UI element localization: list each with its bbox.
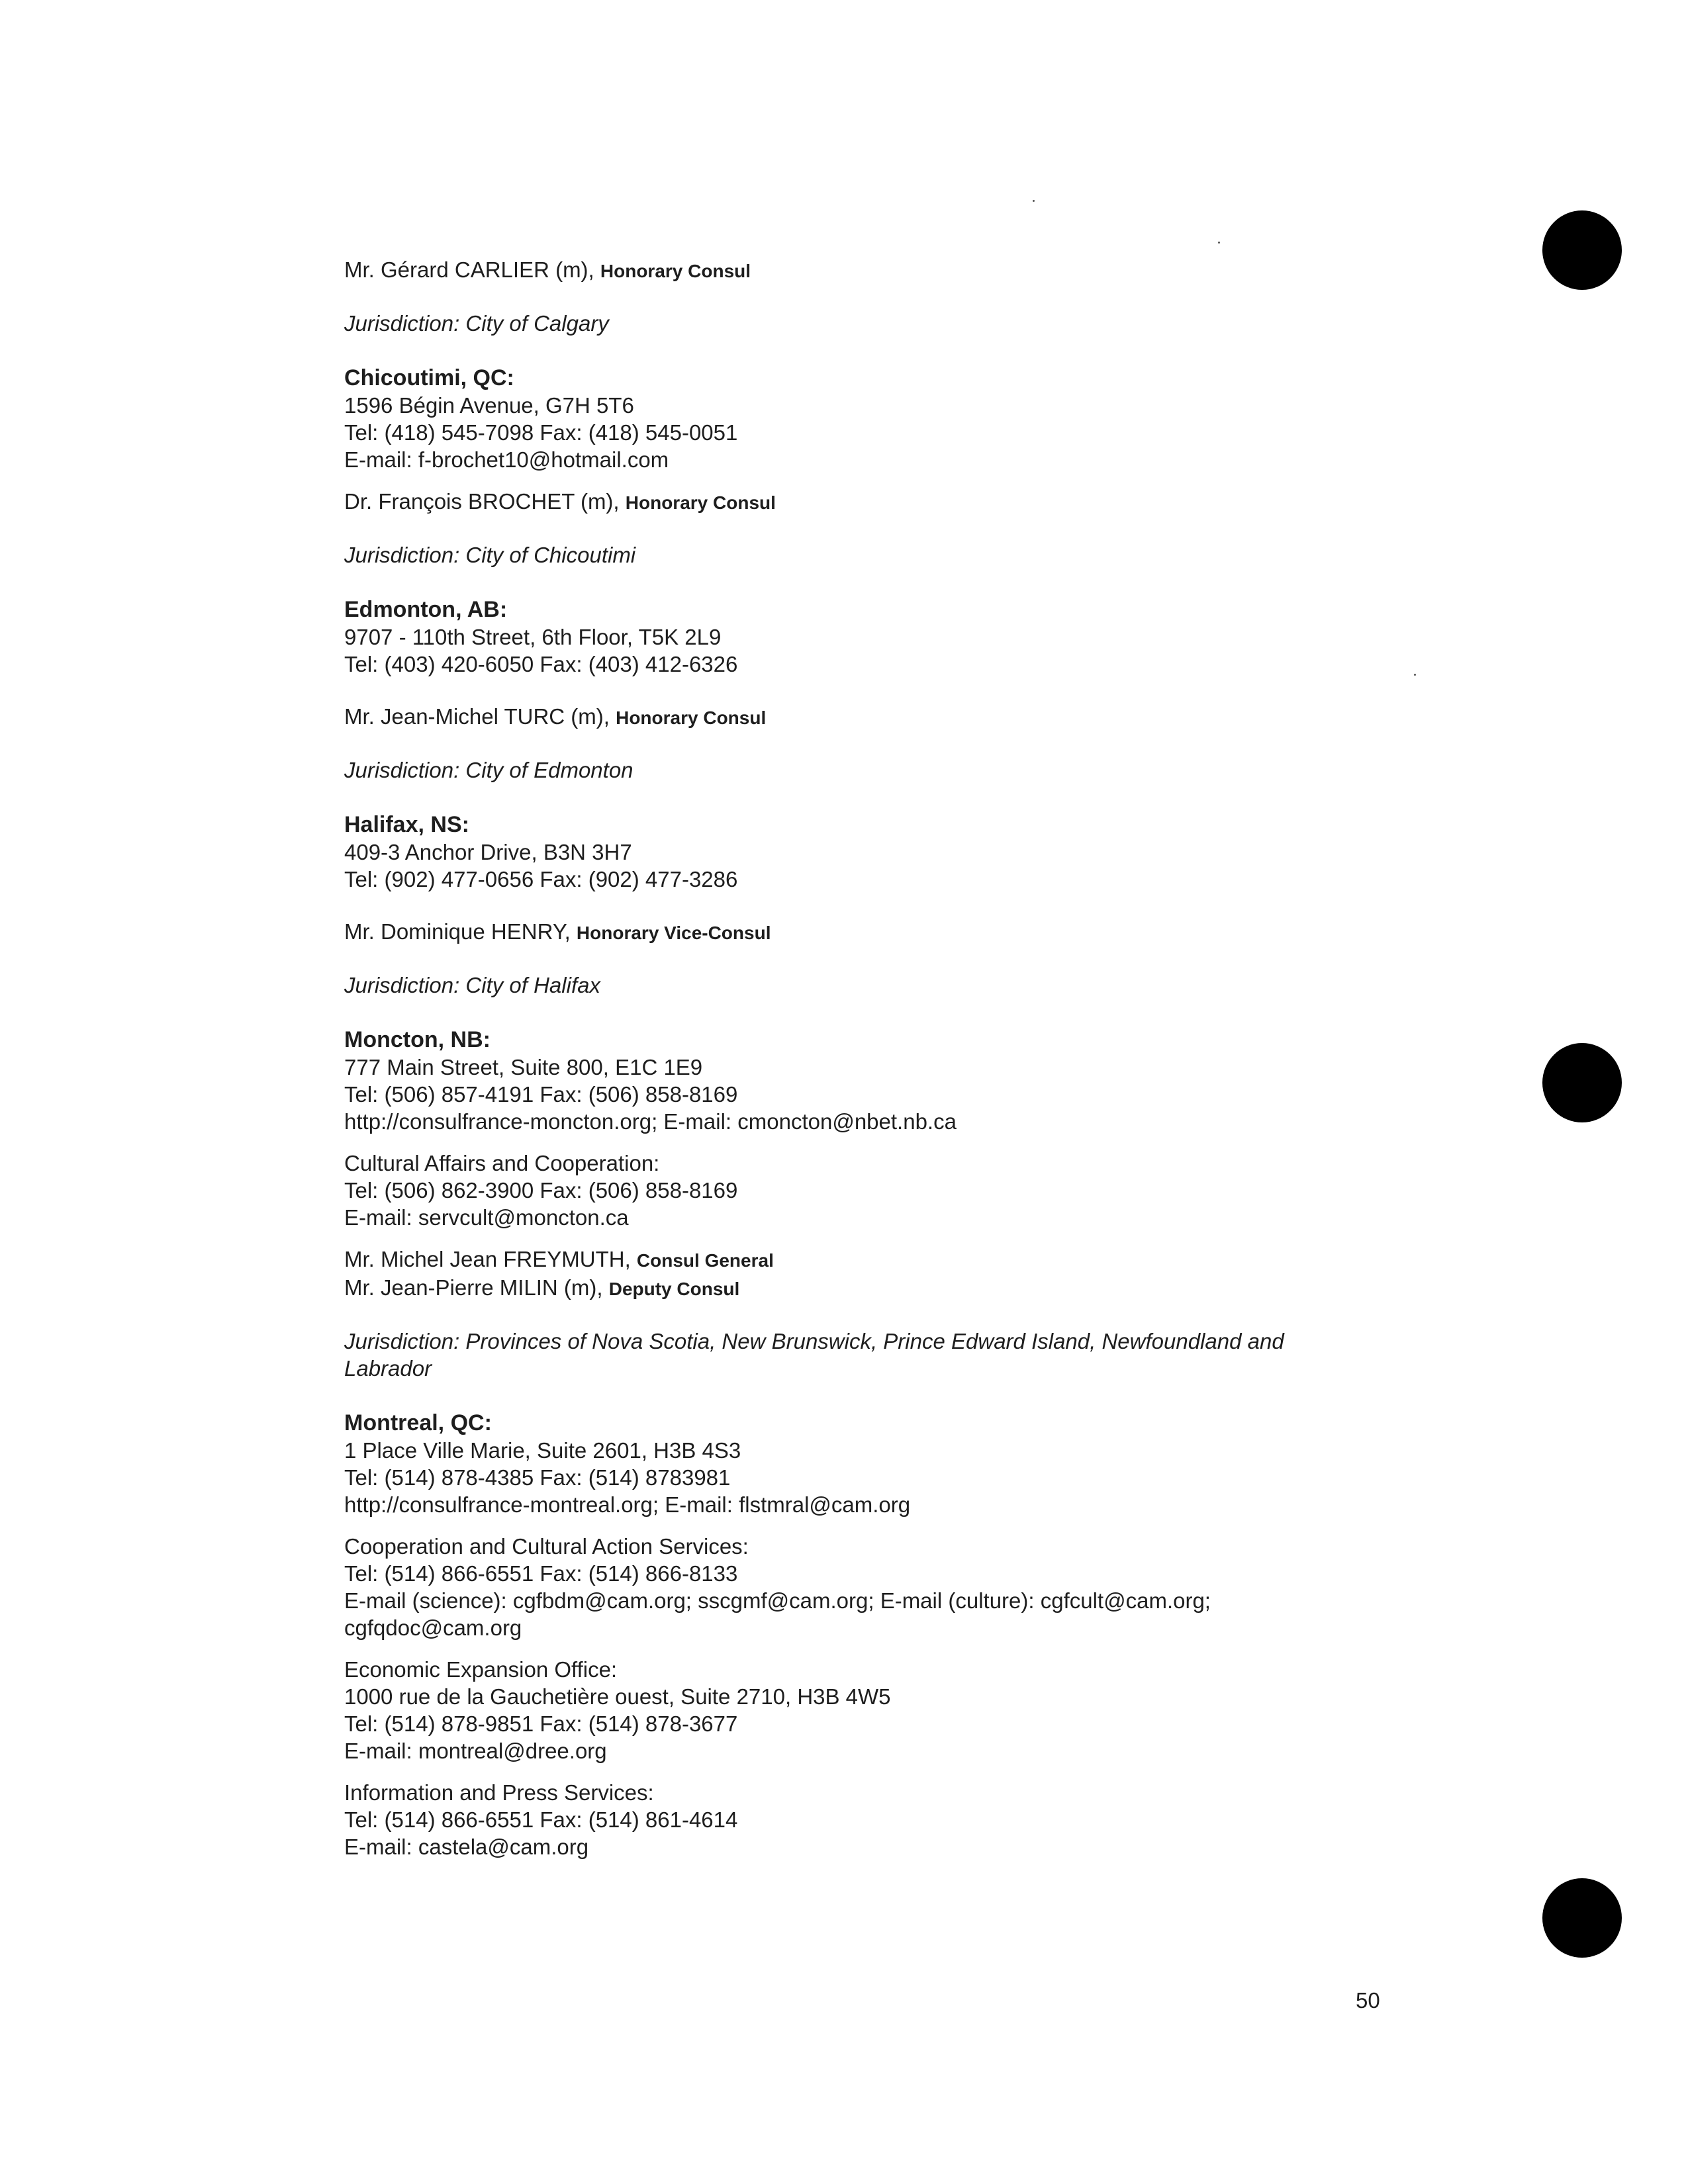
address: 1596 Bégin Avenue, G7H 5T6 <box>344 393 634 418</box>
consul-role: Honorary Vice-Consul <box>576 923 771 943</box>
punch-hole <box>1542 1043 1622 1122</box>
consul-name: Mr. Dominique HENRY, <box>344 919 571 944</box>
city-heading: Chicoutimi, QC: <box>344 365 514 390</box>
consul-name: Mr. Michel Jean FREYMUTH, <box>344 1247 631 1271</box>
consul-name: Mr. Jean-Michel TURC (m), <box>344 704 610 729</box>
website-email: http://consulfrance-moncton.org; E-mail: cmoncton@nbet.nb.ca <box>344 1109 957 1134</box>
consul-role: Deputy Consul <box>608 1279 740 1299</box>
address: 409-3 Anchor Drive, B3N 3H7 <box>344 840 632 864</box>
halifax-entry <box>344 811 1403 999</box>
tel-fax: Tel: (506) 857-4191 Fax: (506) 858-8169 <box>344 1082 738 1107</box>
consul-name: Mr. Gérard CARLIER (m), <box>344 257 594 282</box>
city-heading: Moncton, NB: <box>344 1027 491 1052</box>
jurisdiction: Jurisdiction: City of Chicoutimi <box>344 543 636 567</box>
consul-name-line <box>344 918 1403 946</box>
chicoutimi-entry <box>344 365 1403 569</box>
tel-fax: Tel: (418) 545-7098 Fax: (418) 545-0051 <box>344 420 738 445</box>
address: 777 Main Street, Suite 800, E1C 1E9 <box>344 1055 703 1079</box>
website-email: http://consulfrance-montreal.org; E-mail: flstmral@cam.org <box>344 1492 911 1517</box>
tel-fax: Tel: (514) 878-9851 Fax: (514) 878-3677 <box>344 1711 738 1736</box>
office-title: Cooperation and Cultural Action Services: <box>344 1534 749 1559</box>
office-title: Information and Press Services: <box>344 1780 654 1805</box>
consul-role: Honorary Consul <box>616 707 767 728</box>
scan-speck <box>1033 200 1035 202</box>
email: E-mail: montreal@dree.org <box>344 1739 607 1763</box>
jurisdiction: Jurisdiction: City of Edmonton <box>344 758 633 782</box>
email: E-mail: f-brochet10@hotmail.com <box>344 447 669 472</box>
tel-fax: Tel: (902) 477-0656 Fax: (902) 477-3286 <box>344 867 738 891</box>
consul-name-line <box>344 256 1403 285</box>
jurisdiction: Jurisdiction: City of Halifax <box>344 973 600 997</box>
jurisdiction: Jurisdiction: Provinces of Nova Scotia, New Brunswick, Prince Edward Island, Newfoundland and Labrador <box>344 1329 1284 1381</box>
calgary-entry <box>344 256 1403 337</box>
punch-hole <box>1542 210 1622 290</box>
moncton-entry <box>344 1026 1403 1382</box>
tel-fax: Tel: (514) 878-4385 Fax: (514) 8783981 <box>344 1465 731 1490</box>
address: 1 Place Ville Marie, Suite 2601, H3B 4S3 <box>344 1438 741 1463</box>
consul-name-line <box>344 488 1403 516</box>
consul-name-line <box>344 1274 1403 1302</box>
address: 9707 - 110th Street, 6th Floor, T5K 2L9 <box>344 625 722 649</box>
consul-name-line <box>344 1246 1403 1274</box>
consul-name-line <box>344 703 1403 731</box>
jurisdiction: Jurisdiction: City of Calgary <box>344 311 609 336</box>
scan-speck <box>1218 242 1220 244</box>
city-heading: Halifax, NS: <box>344 812 469 837</box>
tel-fax: Tel: (403) 420-6050 Fax: (403) 412-6326 <box>344 652 738 676</box>
scan-speck <box>1414 674 1416 676</box>
edmonton-entry <box>344 596 1403 784</box>
consul-role: Honorary Consul <box>600 261 751 281</box>
office-title: Economic Expansion Office: <box>344 1657 618 1682</box>
page-number: 50 <box>1356 1988 1380 2013</box>
email: E-mail: servcult@moncton.ca <box>344 1205 629 1230</box>
city-heading: Edmonton, AB: <box>344 597 508 622</box>
tel-fax: Tel: (506) 862-3900 Fax: (506) 858-8169 <box>344 1178 738 1203</box>
tel-fax: Tel: (514) 866-6551 Fax: (514) 866-8133 <box>344 1561 738 1586</box>
office-title: Cultural Affairs and Cooperation: <box>344 1151 660 1175</box>
montreal-entry <box>344 1410 1403 1860</box>
consulate-directory <box>344 256 1403 1860</box>
consul-role: Honorary Consul <box>625 492 776 513</box>
punch-hole <box>1542 1878 1622 1958</box>
consul-name: Dr. François BROCHET (m), <box>344 489 620 514</box>
consul-name: Mr. Jean-Pierre MILIN (m), <box>344 1275 603 1300</box>
email: E-mail (science): cgfbdm@cam.org; sscgmf@cam.org; E-mail (culture): cgfcult@cam.org; cgfqdoc@cam.org <box>344 1588 1211 1640</box>
address: 1000 rue de la Gauchetière ouest, Suite 2710, H3B 4W5 <box>344 1684 891 1709</box>
tel-fax: Tel: (514) 866-6551 Fax: (514) 861-4614 <box>344 1807 738 1832</box>
city-heading: Montreal, QC: <box>344 1410 492 1435</box>
email: E-mail: castela@cam.org <box>344 1835 589 1859</box>
consul-role: Consul General <box>636 1250 774 1271</box>
